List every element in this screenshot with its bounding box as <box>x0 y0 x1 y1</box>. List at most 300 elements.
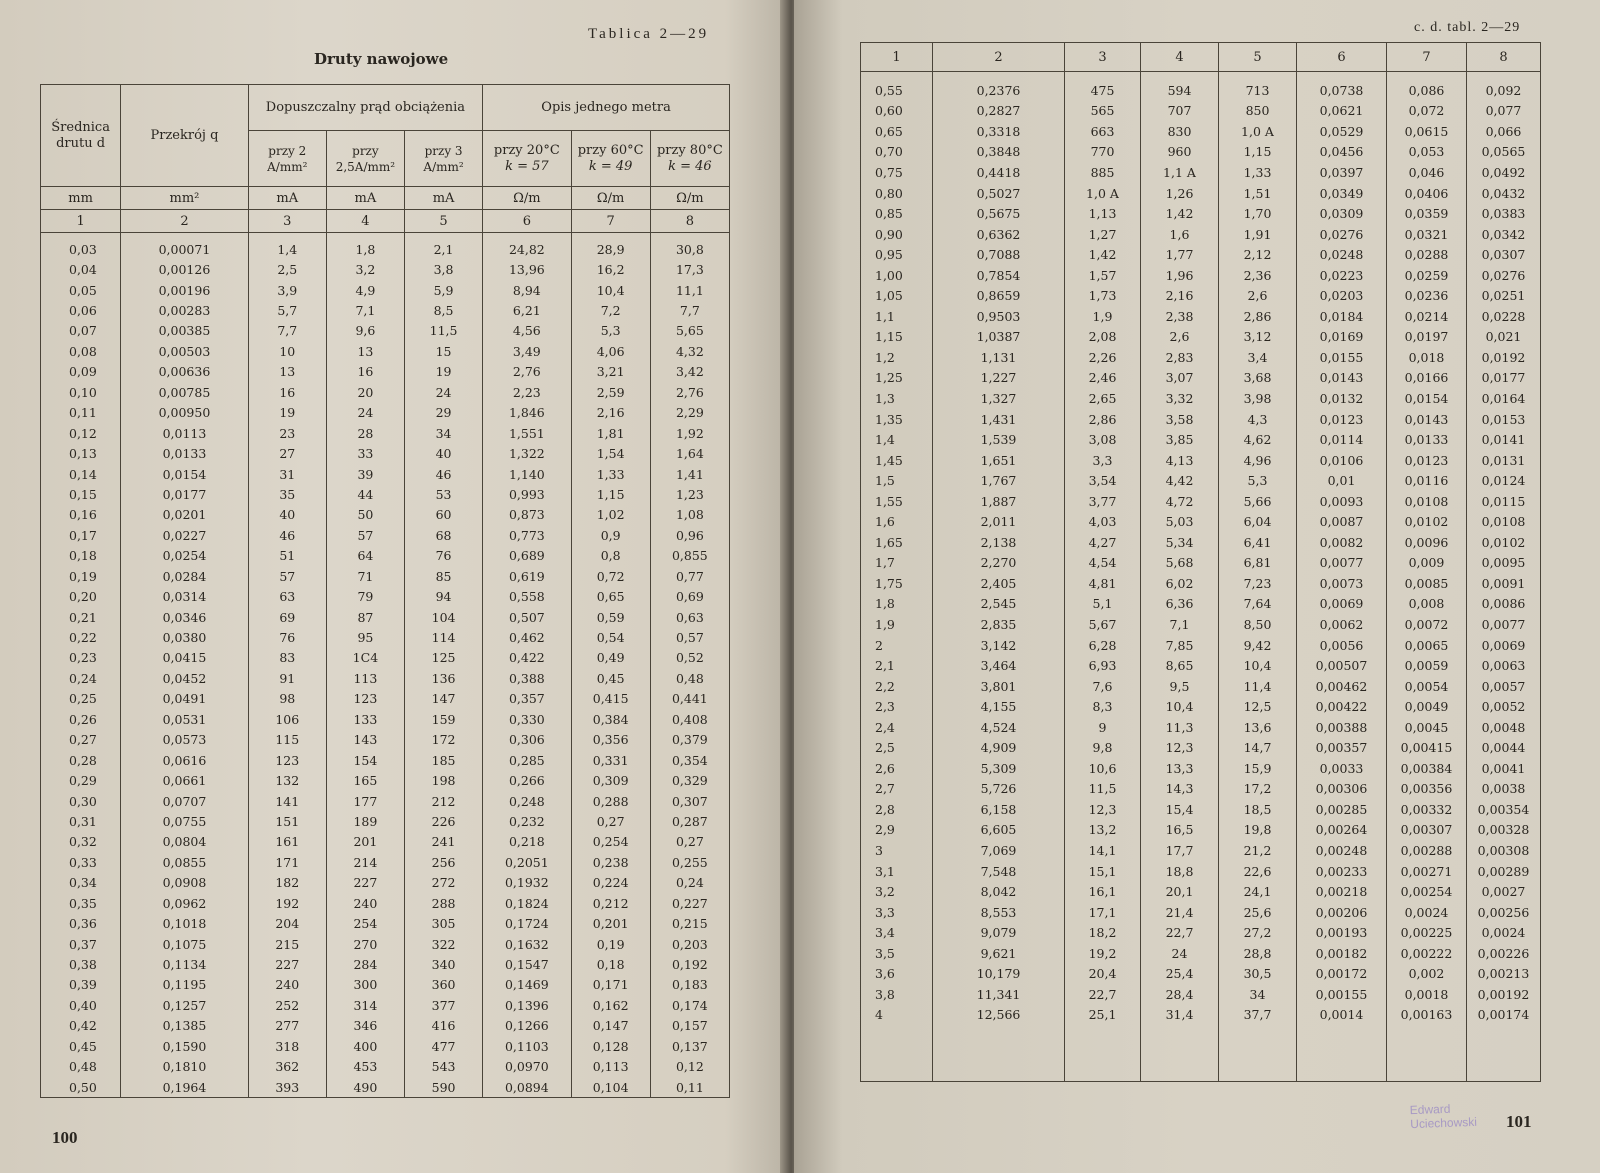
table-row <box>41 852 730 872</box>
table-row <box>41 709 730 729</box>
table-cell: 4,62 <box>1219 429 1297 450</box>
column-number-cell: 5 <box>404 210 482 233</box>
table-row <box>861 470 1541 491</box>
table-cell: 189 <box>326 811 404 831</box>
table-cell: 0,00308 <box>1467 840 1541 861</box>
table-cell: 3,8 <box>404 259 482 279</box>
table-cell: 1,02 <box>571 505 650 525</box>
table-cell: 885 <box>1065 162 1141 183</box>
table-cell: 0,80 <box>861 183 933 204</box>
table-row <box>861 244 1541 265</box>
table-cell: 0,183 <box>650 975 729 995</box>
table-cell: 10 <box>248 341 326 361</box>
table-row <box>41 321 730 341</box>
table-cell: 0,35 <box>41 893 121 913</box>
table-cell: 95 <box>326 627 404 647</box>
table-cell: 0,0531 <box>121 709 249 729</box>
table-cell: 3,3 <box>861 902 933 923</box>
table-cell: 151 <box>248 811 326 831</box>
table-cell: 0,1547 <box>483 954 571 974</box>
table-cell: 3,2 <box>861 881 933 902</box>
table-cell: 5,7 <box>248 300 326 320</box>
table-cell: 17,1 <box>1065 902 1141 923</box>
wire-table-left <box>40 84 730 1098</box>
table-row <box>861 594 1541 615</box>
table-cell: 0,0309 <box>1297 203 1387 224</box>
table-cell: 3,6 <box>861 964 933 985</box>
table-cell: 1,7 <box>861 553 933 574</box>
table-cell: 7,2 <box>571 300 650 320</box>
table-row <box>41 586 730 606</box>
table-row <box>41 934 730 954</box>
table-cell: 0,0093 <box>1297 491 1387 512</box>
table-cell: 0,22 <box>41 627 121 647</box>
table-cell: 1,767 <box>933 470 1065 491</box>
table-cell: 44 <box>326 484 404 504</box>
header-przekroj: Przekrój q <box>121 85 249 187</box>
table-cell: 0,0044 <box>1467 738 1541 759</box>
table-row <box>861 635 1541 656</box>
table-cell: 0,20 <box>41 586 121 606</box>
table-cell: 0,00248 <box>1297 840 1387 861</box>
table-cell: 17,2 <box>1219 779 1297 800</box>
table-cell: 1,23 <box>650 484 729 504</box>
table-cell: 2,1 <box>861 655 933 676</box>
column-number-cell: 3 <box>248 210 326 233</box>
unit-cell: mA <box>404 187 482 210</box>
table-row <box>41 668 730 688</box>
table-cell: 69 <box>248 607 326 627</box>
table-cell: 1,73 <box>1065 285 1141 306</box>
table-cell: 0,9503 <box>933 306 1065 327</box>
table-cell: 0,27 <box>650 832 729 852</box>
table-cell: 0,0082 <box>1297 532 1387 553</box>
table-cell: 0,45 <box>41 1036 121 1056</box>
table-cell: 3,464 <box>933 655 1065 676</box>
table-cell: 28 <box>326 423 404 443</box>
table-cell: 2,38 <box>1141 306 1219 327</box>
column-number-cell: 3 <box>1065 43 1141 72</box>
table-cell: 0,75 <box>861 162 933 183</box>
table-cell: 24,82 <box>483 233 571 260</box>
table-row <box>861 553 1541 574</box>
table-cell: 71 <box>326 566 404 586</box>
table-cell: 0,1134 <box>121 954 249 974</box>
table-cell: 0,26 <box>41 709 121 729</box>
table-cell: 21,4 <box>1141 902 1219 923</box>
column-number-cell: 2 <box>121 210 249 233</box>
table-cell: 0,002 <box>1387 964 1467 985</box>
table-cell: 0,0201 <box>121 505 249 525</box>
table-cell: 0,34 <box>41 873 121 893</box>
table-cell: 0,85 <box>861 203 933 224</box>
table-cell: 2,545 <box>933 594 1065 615</box>
table-cell: 565 <box>1065 101 1141 122</box>
table-cell: 2,12 <box>1219 244 1297 265</box>
table-row <box>41 546 730 566</box>
table-cell: 0,254 <box>571 832 650 852</box>
table-cell: 132 <box>248 770 326 790</box>
table-cell: 0,0383 <box>1467 203 1541 224</box>
header-k57: k = 57 <box>505 158 549 174</box>
table-cell: 0,192 <box>650 954 729 974</box>
table-cell: 240 <box>248 975 326 995</box>
table-cell: 0,27 <box>41 730 121 750</box>
table-cell: 2,86 <box>1219 306 1297 327</box>
table-cell: 0,008 <box>1387 594 1467 615</box>
table-cell: 7,7 <box>650 300 729 320</box>
table-cell: 1,15 <box>571 484 650 504</box>
table-cell: 0,1266 <box>483 1016 571 1036</box>
table-cell: 0,00785 <box>121 382 249 402</box>
table-cell: 0,32 <box>41 832 121 852</box>
table-cell: 40 <box>248 505 326 525</box>
table-cell: 0,0406 <box>1387 183 1467 204</box>
table-cell: 0,00422 <box>1297 696 1387 717</box>
table-row <box>861 450 1541 471</box>
table-cell: 226 <box>404 811 482 831</box>
table-cell: 192 <box>248 893 326 913</box>
unit-cell: mA <box>326 187 404 210</box>
table-cell: 0,00950 <box>121 403 249 423</box>
table-cell: 0,0057 <box>1467 676 1541 697</box>
table-cell: 0,0276 <box>1297 224 1387 245</box>
table-cell: 0,03 <box>41 233 121 260</box>
table-cell: 215 <box>248 934 326 954</box>
table-cell: 3,68 <box>1219 368 1297 389</box>
table-cell: 0,0041 <box>1467 758 1541 779</box>
table-cell: 27 <box>248 443 326 463</box>
table-cell: 2,76 <box>483 362 571 382</box>
table-cell: 165 <box>326 770 404 790</box>
table-cell: 83 <box>248 648 326 668</box>
table-cell: 0,0164 <box>1467 388 1541 409</box>
table-cell: 0,0065 <box>1387 635 1467 656</box>
table-cell: 9,6 <box>326 321 404 341</box>
table-cell: 0,0024 <box>1387 902 1467 923</box>
table-cell: 490 <box>326 1077 404 1098</box>
table-cell: 28,4 <box>1141 984 1219 1005</box>
table-row <box>41 259 730 279</box>
table-cell: 20,1 <box>1141 881 1219 902</box>
table-cell: 0,00507 <box>1297 655 1387 676</box>
table-cell: 0,24 <box>650 873 729 893</box>
table-cell: 0,18 <box>41 546 121 566</box>
table-row <box>861 368 1541 389</box>
header-przy-60 <box>571 131 650 187</box>
table-cell: 14,3 <box>1141 779 1219 800</box>
column-number-cell: 8 <box>650 210 729 233</box>
table-cell: 46 <box>404 464 482 484</box>
table-cell: 0,0452 <box>121 668 249 688</box>
table-cell: 17,3 <box>650 259 729 279</box>
table-cell: 172 <box>404 730 482 750</box>
table-cell: 30,8 <box>650 233 729 260</box>
table-cell: 0,17 <box>41 525 121 545</box>
table-cell: 7,069 <box>933 840 1065 861</box>
table-cell: 0,1724 <box>483 913 571 933</box>
table-cell: 0,25 <box>41 689 121 709</box>
table-cell: 5,67 <box>1065 614 1141 635</box>
table-cell: 252 <box>248 995 326 1015</box>
table-cell: 12,566 <box>933 1005 1065 1026</box>
table-cell: 0,0573 <box>121 730 249 750</box>
column-number-cell: 4 <box>326 210 404 233</box>
table-cell: 0,0132 <box>1297 388 1387 409</box>
table-cell: 16,5 <box>1141 820 1219 841</box>
table-cell: 0,2376 <box>933 72 1065 101</box>
table-cell: 9,5 <box>1141 676 1219 697</box>
table-cell: 270 <box>326 934 404 954</box>
table-cell: 0,507 <box>483 607 571 627</box>
table-cell: 0,0086 <box>1467 594 1541 615</box>
table-cell: 11,5 <box>1065 779 1141 800</box>
table-cell: 0,42 <box>41 1016 121 1036</box>
unit-cell: Ω/m <box>650 187 729 210</box>
table-cell: 0,0085 <box>1387 573 1467 594</box>
table-cell: 9,42 <box>1219 635 1297 656</box>
table-cell: 91 <box>248 668 326 688</box>
table-cell: 3,8 <box>861 984 933 1005</box>
table-cell: 12,3 <box>1065 799 1141 820</box>
table-row <box>861 491 1541 512</box>
table-cell: 1,45 <box>861 450 933 471</box>
table-header-label: Tablica 2—29 <box>588 26 710 42</box>
table-cell: 0,3318 <box>933 121 1065 142</box>
table-cell: 6,93 <box>1065 655 1141 676</box>
table-cell: 1,08 <box>650 505 729 525</box>
table-cell: 0,00462 <box>1297 676 1387 697</box>
table-cell: 4,27 <box>1065 532 1141 553</box>
header-k46: k = 46 <box>668 158 712 174</box>
table-cell: 28,8 <box>1219 943 1297 964</box>
table-cell: 277 <box>248 1016 326 1036</box>
unit-cell: mm² <box>121 187 249 210</box>
table-cell: 1,1 A <box>1141 162 1219 183</box>
table-cell: 0,00289 <box>1467 861 1541 882</box>
table-cell: 29 <box>404 403 482 423</box>
table-cell: 114 <box>404 627 482 647</box>
table-cell: 1,2 <box>861 347 933 368</box>
table-cell: 76 <box>404 546 482 566</box>
table-cell: 0,23 <box>41 648 121 668</box>
table-row <box>861 409 1541 430</box>
table-cell: 7,23 <box>1219 573 1297 594</box>
table-cell: 1,539 <box>933 429 1065 450</box>
table-cell: 0,05 <box>41 280 121 300</box>
column-number-cell: 6 <box>483 210 571 233</box>
table-cell: 3,21 <box>571 362 650 382</box>
table-cell: 1,26 <box>1141 183 1219 204</box>
table-cell: 0,11 <box>41 403 121 423</box>
table-cell: 0,0123 <box>1387 450 1467 471</box>
table-cell: 416 <box>404 1016 482 1036</box>
table-cell: 15,9 <box>1219 758 1297 779</box>
table-cell: 1,57 <box>1065 265 1141 286</box>
empty-cell <box>1297 1025 1387 1082</box>
table-cell: 0,00226 <box>1467 943 1541 964</box>
table-cell: 0,1964 <box>121 1077 249 1098</box>
table-cell: 288 <box>404 893 482 913</box>
table-row <box>41 873 730 893</box>
header-srednica: Średnica drutu d <box>41 85 121 187</box>
table-cell: 960 <box>1141 142 1219 163</box>
table-cell: 0,8 <box>571 546 650 566</box>
table-cell: 0,0259 <box>1387 265 1467 286</box>
table-cell: 0,2051 <box>483 852 571 872</box>
header-przy-80-label: przy 80°C <box>656 142 723 158</box>
table-cell: 7,85 <box>1141 635 1219 656</box>
table-row <box>41 443 730 463</box>
table-cell: 4,54 <box>1065 553 1141 574</box>
table-cell: 2,16 <box>571 403 650 423</box>
table-cell: 0,1396 <box>483 995 571 1015</box>
table-cell: 16 <box>326 362 404 382</box>
table-cell: 5,03 <box>1141 511 1219 532</box>
table-cell: 171 <box>248 852 326 872</box>
table-cell: 2,5 <box>861 738 933 759</box>
header-k49: k = 49 <box>588 158 633 174</box>
table-cell: 254 <box>326 913 404 933</box>
table-row <box>41 995 730 1015</box>
table-cell: 4,3 <box>1219 409 1297 430</box>
table-cell: 3,2 <box>326 259 404 279</box>
table-cell: 136 <box>404 668 482 688</box>
table-cell: 0,0397 <box>1297 162 1387 183</box>
table-cell: 1,551 <box>483 423 571 443</box>
table-cell: 0,00357 <box>1297 738 1387 759</box>
column-number-cell: 8 <box>1467 43 1541 72</box>
table-cell: 0,388 <box>483 668 571 688</box>
table-cell: 0,0177 <box>121 484 249 504</box>
table-cell: 0,0738 <box>1297 72 1387 101</box>
table-cell: 830 <box>1141 121 1219 142</box>
table-cell: 0,689 <box>483 546 571 566</box>
table-row <box>41 893 730 913</box>
table-cell: 8,65 <box>1141 655 1219 676</box>
table-cell: 20,4 <box>1065 964 1141 985</box>
table-cell: 305 <box>404 913 482 933</box>
table-cell: 0,24 <box>41 668 121 688</box>
table-cell: 0,12 <box>41 423 121 443</box>
table-cell: 1,35 <box>861 409 933 430</box>
table-cell: 0,285 <box>483 750 571 770</box>
table-cell: 1,140 <box>483 464 571 484</box>
table-cell: 85 <box>404 566 482 586</box>
table-cell: 1,41 <box>650 464 729 484</box>
table-cell: 0,0248 <box>1297 244 1387 265</box>
table-cell: 0,00636 <box>121 362 249 382</box>
table-row <box>861 964 1541 985</box>
table-cell: 1,64 <box>650 443 729 463</box>
table-cell: 272 <box>404 873 482 893</box>
table-cell: 8,50 <box>1219 614 1297 635</box>
table-cell: 5,3 <box>1219 470 1297 491</box>
table-cell: 19 <box>248 403 326 423</box>
table-cell: 0,0349 <box>1297 183 1387 204</box>
table-cell: 0,266 <box>483 770 571 790</box>
table-cell: 115 <box>248 730 326 750</box>
table-row <box>861 183 1541 204</box>
table-cell: 0,0077 <box>1297 553 1387 574</box>
table-cell: 16 <box>248 382 326 402</box>
table-cell: 0,0052 <box>1467 696 1541 717</box>
stamp-line-2: Uciechowski <box>1410 1114 1478 1132</box>
table-cell: 46 <box>248 525 326 545</box>
table-cell: 1,0 A <box>1219 121 1297 142</box>
table-row <box>861 347 1541 368</box>
table-cell: 3,08 <box>1065 429 1141 450</box>
header-przy-25: przy 2,5A/mm² <box>326 131 404 187</box>
table-cell: 2,6 <box>1219 285 1297 306</box>
table-row <box>861 779 1541 800</box>
table-cell: 0,021 <box>1467 327 1541 348</box>
table-cell: 0,0223 <box>1297 265 1387 286</box>
table-row <box>861 840 1541 861</box>
table-cell: 4,9 <box>326 280 404 300</box>
table-cell: 0,0033 <box>1297 758 1387 779</box>
table-cell: 50 <box>326 505 404 525</box>
table-cell: 322 <box>404 934 482 954</box>
table-cell: 0,0049 <box>1387 696 1467 717</box>
table-cell: 9,079 <box>933 922 1065 943</box>
table-cell: 0,95 <box>861 244 933 265</box>
table-cell: 0,171 <box>571 975 650 995</box>
column-number-cell: 2 <box>933 43 1065 72</box>
table-cell: 0,046 <box>1387 162 1467 183</box>
table-cell: 0,00328 <box>1467 820 1541 841</box>
table-row <box>861 717 1541 738</box>
table-cell: 0,00306 <box>1297 779 1387 800</box>
table-cell: 0,00256 <box>1467 902 1541 923</box>
table-cell: 0,90 <box>861 224 933 245</box>
table-cell: 7,7 <box>248 321 326 341</box>
table-cell: 4,72 <box>1141 491 1219 512</box>
table-row <box>41 730 730 750</box>
table-cell: 14,1 <box>1065 840 1141 861</box>
table-cell: 87 <box>326 607 404 627</box>
table-cell: 1,6 <box>1141 224 1219 245</box>
table-cell: 0,0102 <box>1387 511 1467 532</box>
table-cell: 0,0855 <box>121 852 249 872</box>
table-cell: 0,174 <box>650 995 729 1015</box>
table-cell: 3,54 <box>1065 470 1141 491</box>
table-cell: 0,0113 <box>121 423 249 443</box>
table-row <box>41 689 730 709</box>
table-cell: 0,0804 <box>121 832 249 852</box>
table-cell: 360 <box>404 975 482 995</box>
table-cell: 13 <box>248 362 326 382</box>
table-cell: 0,00503 <box>121 341 249 361</box>
table-cell: 141 <box>248 791 326 811</box>
table-cell: 7,1 <box>326 300 404 320</box>
table-cell: 0,5675 <box>933 203 1065 224</box>
table-cell: 0,00332 <box>1387 799 1467 820</box>
table-cell: 0,224 <box>571 873 650 893</box>
table-cell: 0,0056 <box>1297 635 1387 656</box>
table-cell: 0,306 <box>483 730 571 750</box>
header-opis: Opis jednego metra <box>483 85 730 131</box>
table-row <box>861 532 1541 553</box>
table-cell: 133 <box>326 709 404 729</box>
table-cell: 125 <box>404 648 482 668</box>
table-cell: 10,4 <box>1141 696 1219 717</box>
right-page <box>794 0 1600 1173</box>
table-cell: 30,5 <box>1219 964 1297 985</box>
table-cell: 60 <box>404 505 482 525</box>
table-cell: 22,6 <box>1219 861 1297 882</box>
table-cell: 2,08 <box>1065 327 1141 348</box>
